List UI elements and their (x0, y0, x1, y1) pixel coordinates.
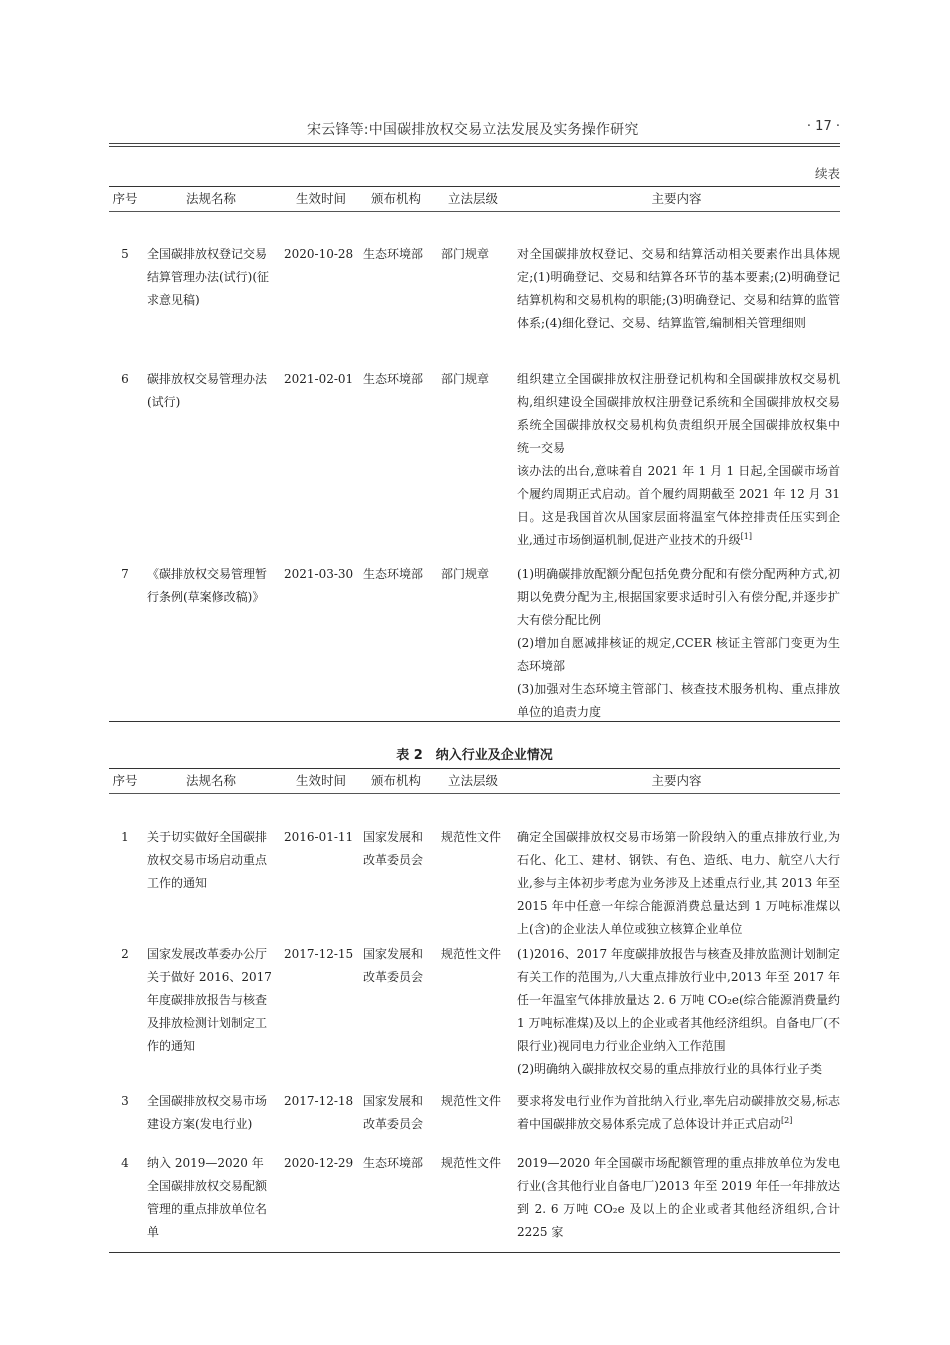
row-number: 2 (121, 947, 129, 961)
regulation-name: 《碳排放权交易管理暂行条例(草案修改稿)》 (147, 567, 268, 604)
citation-ref: [2] (781, 1116, 793, 1125)
content-paragraph (517, 1090, 840, 1136)
content-paragraph: 组织建立全国碳排放权注册登记机构和全国碳排放权交易机构,组织建设全国碳排放权注册登记系统和全国碳排放权交易系统全国碳排放权交易机构负责组织开展全国碳排放权集中统一交易 (517, 372, 840, 455)
issuing-agency: 生态环境部 (363, 247, 424, 261)
effective-date: 2021-03-30 (284, 567, 354, 581)
table-title: 表 2 纳入行业及企业情况 (396, 748, 553, 763)
row-number: 4 (121, 1156, 129, 1170)
regulation-name: 国家发展改革委办公厅关于做好 2016、2017 年度碳排放报告与核查及排放检测计划制定工作的通知 (147, 947, 272, 1053)
table-row (109, 939, 840, 1086)
main-content (517, 943, 840, 1081)
content-paragraph: (1)明确碳排放配额分配包括免费分配和有偿分配两种方式,初期以免费分配为主,根据国家要求适时引入有偿分配,并逐步扩大有偿分配比例 (517, 567, 840, 627)
row-number: 6 (121, 372, 129, 386)
column-header-date: 生效时间 (295, 773, 346, 788)
content-paragraph: (3)加强对生态环境主管部门、核查技术服务机构、重点排放单位的追责力度 (517, 682, 840, 719)
content-paragraph: (2)明确纳入碳排放权交易的重点排放行业的具体行业子类 (517, 1062, 823, 1076)
citation-ref: [1] (740, 532, 752, 541)
table-row (109, 1148, 840, 1252)
regulation-name: 纳入 2019—2020 年全国碳排放权交易配额管理的重点排放单位名单 (147, 1156, 268, 1239)
row-number: 7 (121, 567, 129, 581)
legislative-level: 部门规章 (441, 372, 490, 386)
regulation-name: 碳排放权交易管理办法(试行) (147, 372, 268, 409)
issuing-agency: 国家发展和改革委员会 (363, 830, 424, 867)
legislative-level: 规范性文件 (441, 1094, 502, 1108)
table-continued (109, 186, 840, 722)
running-title: 宋云锋等:中国碳排放权交易立法发展及实务操作研究 (307, 122, 639, 138)
effective-date: 2017-12-18 (284, 1094, 354, 1108)
main-content (517, 826, 840, 941)
main-content (517, 563, 840, 724)
column-header-level: 立法层级 (447, 773, 498, 788)
effective-date: 2017-12-15 (284, 947, 354, 961)
row-number: 5 (121, 247, 129, 261)
row-number: 1 (121, 830, 129, 844)
header-rule (109, 143, 840, 144)
regulation-name: 全国碳排放权登记交易结算管理办法(试行)(征求意见稿) (147, 247, 270, 307)
legislative-level: 规范性文件 (441, 830, 502, 844)
legislative-level: 规范性文件 (441, 947, 502, 961)
effective-date: 2020-10-28 (284, 247, 354, 261)
continued-label: 续表 (814, 166, 840, 181)
main-content (517, 1152, 840, 1244)
issuing-agency: 生态环境部 (363, 567, 424, 581)
main-content (517, 368, 840, 552)
table-bottom-rule (109, 1252, 840, 1253)
legislative-level: 部门规章 (441, 247, 490, 261)
effective-date: 2020-12-29 (284, 1156, 354, 1170)
regulation-name: 关于切实做好全国碳排放权交易市场启动重点工作的通知 (147, 830, 268, 890)
table-row (109, 364, 840, 557)
content-paragraph: 确定全国碳排放权交易市场第一阶段纳入的重点排放行业,为石化、化工、建材、钢铁、有色、造纸、电力、航空八大行业,参与主体初步考虑为业务涉及上述重点行业,其 2013 年至 2015 年中任意一年综合能源消费总量达到 1 万吨标准煤以上(含)的企业法人单位或独立核算企业单位 (517, 830, 840, 936)
issuing-agency: 国家发展和改革委员会 (363, 1094, 424, 1131)
column-header-name: 法规名称 (185, 773, 236, 788)
column-header-no: 序号 (112, 191, 138, 206)
table-header-row (109, 769, 840, 793)
column-header-content: 主要内容 (651, 773, 702, 788)
content-text: 要求将发电行业作为首批纳入行业,率先启动碳排放交易,标志着中国碳排放交易体系完成了总体设计并正式启动 (517, 1094, 840, 1131)
regulation-name: 全国碳排放权交易市场建设方案(发电行业) (147, 1094, 268, 1131)
column-header-level: 立法层级 (447, 191, 498, 206)
table-industries (109, 768, 840, 1253)
issuing-agency: 国家发展和改革委员会 (363, 947, 424, 984)
column-header-content: 主要内容 (651, 191, 702, 206)
content-paragraph: (1)2016、2017 年度碳排放报告与核查及排放监测计划制定有关工作的范围为,八大重点排放行业中,2013 年至 2017 年任一年温室气体排放量达 2. 6 万吨 CO₂e(综合能源消费量约 1 万吨标准煤)及以上的企业或者其他经济组织。自备电厂(不限行业)视同电力行业企业纳入工作范围 (517, 947, 840, 1053)
page-number: · 17 · (806, 119, 840, 134)
main-content (517, 243, 840, 335)
content-paragraph: 对全国碳排放权登记、交易和结算活动相关要素作出具体规定;(1)明确登记、交易和结算各环节的基本要素;(2)明确登记结算机构和交易机构的职能;(3)明确登记、交易和结算的监管体系;(4)细化登记、交易、结算监管,编制相关管理细则 (517, 247, 840, 330)
legislative-level: 部门规章 (441, 567, 490, 581)
table-row (109, 1086, 840, 1148)
content-paragraph: (2)增加自愿减排核证的规定,CCER 核证主管部门变更为生态环境部 (517, 636, 840, 673)
issuing-agency: 生态环境部 (363, 372, 424, 386)
content-text: 该办法的出台,意味着自 2021 年 1 月 1 日起,全国碳市场首个履约周期正式启动。首个履约周期截至 2021 年 12 月 31 日。这是我国首次从国家层面将温室气体控排责任压实到企业,通过市场倒逼机制,促进产业技术的升级 (517, 464, 840, 547)
column-header-date: 生效时间 (295, 191, 346, 206)
effective-date: 2016-01-11 (284, 830, 354, 844)
content-paragraph: 2019—2020 年全国碳市场配额管理的重点排放单位为发电行业(含其他行业自备电厂)2013 年至 2019 年任一年排放达到 2. 6 万吨 CO₂e 及以上的企业或者其他经济组织,合计 2225 家 (517, 1156, 840, 1239)
effective-date: 2021-02-01 (284, 372, 354, 386)
table-row (109, 557, 840, 721)
column-header-no: 序号 (112, 773, 138, 788)
column-header-dept: 颁布机构 (370, 191, 421, 206)
legislative-level: 规范性文件 (441, 1156, 502, 1170)
header-rule (109, 146, 840, 147)
column-header-name: 法规名称 (185, 191, 236, 206)
column-header-dept: 颁布机构 (370, 773, 421, 788)
content-paragraph (517, 460, 840, 552)
issuing-agency: 生态环境部 (363, 1156, 424, 1170)
running-head (109, 119, 840, 141)
table-row (109, 794, 840, 939)
table-row (109, 212, 840, 364)
table-header-row (109, 187, 840, 211)
main-content (517, 1090, 840, 1136)
row-number: 3 (121, 1094, 129, 1108)
